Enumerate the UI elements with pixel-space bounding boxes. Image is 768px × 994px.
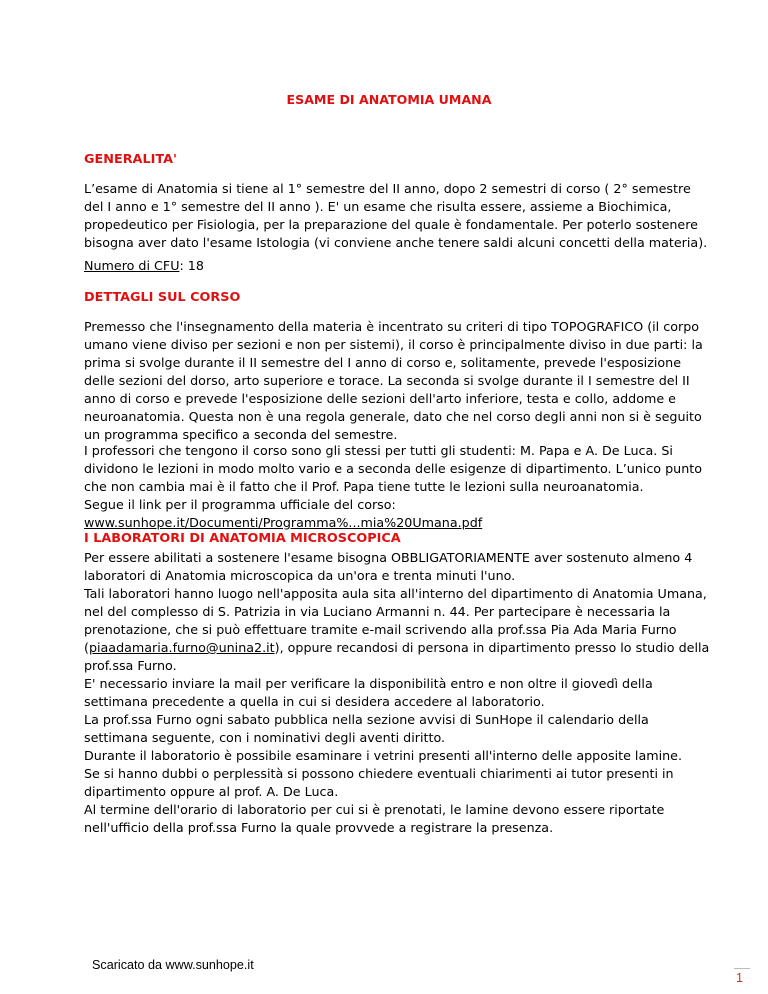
text-line: prenotazione, che si può effettuare tramite e-mail scrivendo alla prof.ssa Pia Ada Maria Furno <box>84 622 677 637</box>
text-line: propedeutico per Fisiologia, per la preparazione del quale è fondamentale. Per poterlo sostenere <box>84 217 698 232</box>
page-number-rule <box>734 968 750 969</box>
text-line: Per essere abilitati a sostenere l'esame bisogna OBBLIGATORIAMENTE aver sostenuto almeno 4 <box>84 550 693 565</box>
email-line-rest: ), oppure recandosi di persona in dipartimento presso lo studio della <box>274 640 710 655</box>
text-line: Premesso che l'insegnamento della materia è incentrato su criteri di tipo TOPOGRAFICO (il corpo <box>84 319 700 334</box>
text-line: laboratori di Anatomia microscopica da un'ora e trenta minuti l'uno. <box>84 568 516 583</box>
text-line: Durante il laboratorio è possibile esaminare i vetrini presenti all'interno delle apposite lamine. <box>84 748 682 763</box>
text-line: L’esame di Anatomia si tiene al 1° semestre del II anno, dopo 2 semestri di corso ( 2° semestre <box>84 181 691 196</box>
paragraph-laboratori <box>84 549 710 837</box>
paragraph-generalita <box>84 180 708 252</box>
text-line: Al termine dell'orario di laboratorio per cui si è prenotati, le lamine devono essere riportate <box>84 802 665 817</box>
text-line: nel del complesso di S. Patrizia in via Luciano Armanni n. 44. Per partecipare è necessaria la <box>84 604 671 619</box>
text-line: umano viene diviso per sezioni e non per sistemi), il corso è principalmente diviso in due parti: la <box>84 337 703 352</box>
heading-laboratori: I LABORATORI DI ANATOMIA MICROSCOPICA <box>84 531 401 546</box>
text-line: anno di corso e prevede l'esposizione delle sezioni dell'arto inferiore, testa e collo, addome e <box>84 391 676 406</box>
text-line: un programma specifico a seconda del semestre. <box>84 427 398 442</box>
heading-generalita: GENERALITA' <box>84 152 177 167</box>
text-line: del I anno e 1° semestre del II anno ). E' un esame che risulta essere, assieme a Biochimica, <box>84 199 672 214</box>
cfu-label: Numero di CFU <box>84 258 180 273</box>
text-line: Segue il link per il programma ufficiale del corso: <box>84 497 396 512</box>
page-number: 1 <box>736 971 744 985</box>
paragraph-dettagli-2 <box>84 442 702 532</box>
text-line: neuroanatomia. Questa non è una regola generale, dato che nel corso degli anni non si è seguito <box>84 409 702 424</box>
programma-link[interactable]: www.sunhope.it/Documenti/Programma%...mia%20Umana.pdf <box>84 515 483 530</box>
text-line: prima si svolge durante il II semestre del I anno di corso e, solitamente, prevede l'esposizione <box>84 355 681 370</box>
text-line: prof.ssa Furno. <box>84 658 177 673</box>
text-line: che non cambia mai è il fatto che il Prof. Papa tiene tutte le lezioni sulla neuroanatomia. <box>84 479 644 494</box>
paragraph-dettagli-1 <box>84 318 703 444</box>
text-line: dipartimento oppure al prof. A. De Luca. <box>84 784 339 799</box>
document-title: ESAME DI ANATOMIA UMANA <box>286 92 492 107</box>
email-link[interactable]: piaadamaria.furno@unina2.it <box>88 640 275 655</box>
cfu-value: : 18 <box>179 258 204 273</box>
text-line: settimana precedente a quella in cui si desidera accedere al laboratorio. <box>84 694 545 709</box>
text-line: delle sezioni del dorso, arto superiore e torace. La seconda si svolge durante il I semestre del II <box>84 373 690 388</box>
text-line: La prof.ssa Furno ogni sabato pubblica nella sezione avvisi di SunHope il calendario della <box>84 712 649 727</box>
footer-source: Scaricato da www.sunhope.it <box>92 958 254 972</box>
text-line: I professori che tengono il corso sono gli stessi per tutti gli studenti: M. Papa e A. De Luca. Si <box>84 443 673 458</box>
text-line: Tali laboratori hanno luogo nell'apposita aula sita all'interno del dipartimento di Anatomia Umana, <box>84 586 707 601</box>
text-line: dividono le lezioni in modo molto vario e a seconda delle esigenze di dipartimento. L’unico punto <box>84 461 702 476</box>
text-line: settimana seguente, con i nominativi degli aventi diritto. <box>84 730 446 745</box>
text-line: nell'ufficio della prof.ssa Furno la quale provvede a registrare la presenza. <box>84 820 554 835</box>
email-open-paren: ( <box>84 640 89 655</box>
heading-dettagli: DETTAGLI SUL CORSO <box>84 290 241 305</box>
email-line <box>84 639 710 657</box>
text-line: Se si hanno dubbi o perplessità si possono chiedere eventuali chiarimenti ai tutor presenti in <box>84 766 674 781</box>
text-line: bisogna aver dato l'esame Istologia (vi conviene anche tenere saldi alcuni concetti della materia). <box>84 235 708 250</box>
text-line: E' necessario inviare la mail per verificare la disponibilità entro e non oltre il giovedì della <box>84 676 653 691</box>
cfu-line <box>84 257 694 275</box>
